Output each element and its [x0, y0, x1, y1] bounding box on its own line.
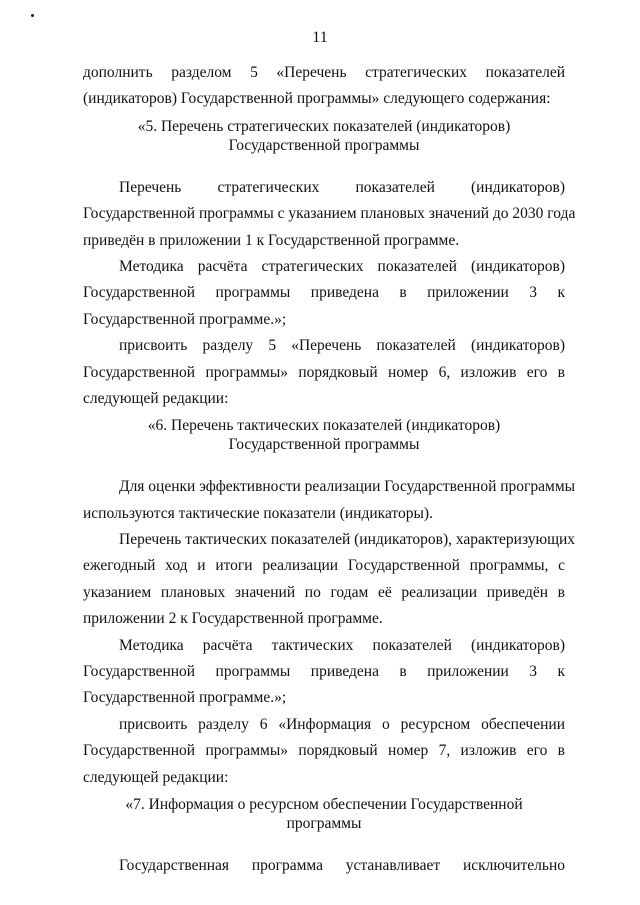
- text-line: Государственной программы приведена в приложении 3 к: [83, 663, 565, 681]
- text-line: Государственной программе.»;: [83, 689, 287, 707]
- text-line: Государственной программы с указанием плановых значений до 2030 года: [83, 205, 576, 223]
- text-line: следующей редакции:: [83, 768, 229, 786]
- text-line: приведён в приложении 1 к Государственной программе.: [83, 231, 460, 249]
- page-number: 11: [312, 29, 328, 46]
- text-line: присвоить разделу 6 «Информация о ресурсном обеспечении: [119, 715, 565, 733]
- text-line: (индикаторов) Государственной программы» следующего содержания:: [83, 90, 551, 108]
- document-body: [83, 60, 576, 879]
- scan-speck: [31, 14, 34, 17]
- text-line: указанием плановых значений по годам её реализации приведён в: [83, 583, 565, 601]
- text-line: следующей редакции:: [83, 389, 229, 407]
- text-line: Государственной программы» порядковый номер 7, изложив его в: [83, 742, 565, 760]
- paragraph: [83, 60, 565, 113]
- text-line: Методика расчёта стратегических показателей (индикаторов): [119, 257, 565, 275]
- text-line: ежегодный ход и итоги реализации Государственной программы, с: [83, 557, 565, 575]
- section-heading: [83, 117, 565, 155]
- paragraph: [83, 527, 576, 633]
- heading-line: «5. Перечень стратегических показателей (индикаторов): [137, 117, 511, 135]
- text-line: Перечень стратегических показателей (индикаторов): [119, 178, 565, 196]
- heading-line: «6. Перечень тактических показателей (индикаторов): [147, 417, 501, 435]
- heading-line: «7. Информация о ресурсном обеспечении Государственной: [125, 795, 523, 813]
- paragraph: [83, 633, 565, 712]
- text-line: дополнить разделом 5 «Перечень стратегических показателей: [83, 64, 565, 81]
- text-line: Перечень тактических показателей (индикаторов), характеризующих: [119, 531, 576, 549]
- text-line: Для оценки эффективности реализации Государственной программы: [119, 478, 576, 496]
- text-line: присвоить разделу 5 «Перечень показателей (индикаторов): [119, 337, 565, 355]
- paragraph: [83, 254, 565, 333]
- text-line: Государственной программе.»;: [83, 310, 287, 328]
- heading-line: Государственной программы: [228, 436, 420, 454]
- text-line: Государственной программы» порядковый номер 6, изложив его в: [83, 363, 565, 381]
- section-heading: [83, 795, 565, 833]
- heading-line: программы: [286, 814, 362, 832]
- paragraph: [83, 853, 565, 879]
- text-line: приложении 2 к Государственной программе.: [83, 610, 383, 628]
- paragraph: [83, 712, 565, 791]
- heading-line: Государственной программы: [228, 136, 420, 154]
- text-line: Государственная программа устанавливает исключительно: [119, 856, 565, 874]
- text-line: используются тактические показатели (индикаторы).: [83, 504, 433, 522]
- paragraph: [83, 333, 565, 412]
- paragraph: [83, 474, 576, 527]
- paragraph: [83, 175, 576, 254]
- text-line: Государственной программы приведена в приложении 3 к: [83, 284, 565, 302]
- section-heading: [83, 416, 565, 454]
- text-line: Методика расчёта тактических показателей (индикаторов): [119, 636, 565, 654]
